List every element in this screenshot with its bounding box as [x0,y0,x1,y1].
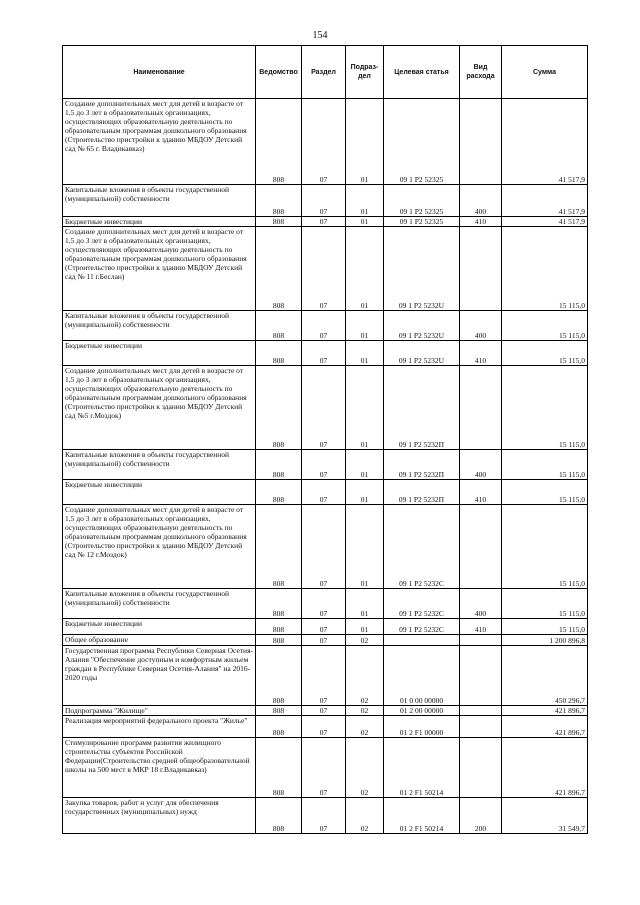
cell-expense-type [460,505,502,589]
cell-department: 808 [256,738,302,798]
cell-section: 07 [302,480,346,505]
cell-amount: 15 115,0 [502,311,588,341]
cell-name: Стимулирование программ развития жилищного строительства субъектов Российской Федерации(Строительство средней общеобразовательной школы на 500 мест в МКР 18 г.Владикавказ) [63,738,256,798]
cell-amount: 421 896,7 [502,738,588,798]
header-subsection: Подраз-дел [346,46,384,99]
cell-department: 808 [256,798,302,834]
cell-target: 09 1 P2 5232C [384,505,460,589]
cell-target: 01 2 F1 50214 [384,738,460,798]
cell-name: Создание дополнительных мест для детей в возрасте от 1,5 до 3 лет в образовательных организациях, осуществляющих образовательную деятельность по образовательным программам дошкольного образования (Строительство пристройки к зданию МБДОУ Детский сад № 12 г.Моздок) [63,505,256,589]
cell-department: 808 [256,589,302,619]
cell-name: Общее образование [63,635,256,646]
header-expense-type: Вид расхода [460,46,502,99]
cell-department: 808 [256,366,302,450]
cell-name: Подпрограмма "Жилище" [63,706,256,716]
cell-name: Реализация мероприятий федерального проекта "Жилье" [63,716,256,738]
cell-section: 07 [302,646,346,706]
cell-subsection: 01 [346,311,384,341]
cell-amount: 450 296,7 [502,646,588,706]
cell-name: Капитальные вложения в объекты государственной (муниципальной) собственности [63,311,256,341]
cell-subsection: 01 [346,341,384,366]
cell-target: 01 2 00 00000 [384,706,460,716]
cell-expense-type [460,646,502,706]
cell-expense-type: 400 [460,450,502,480]
cell-section: 07 [302,706,346,716]
table-row [63,505,588,589]
cell-department: 808 [256,619,302,635]
cell-amount: 421 896,7 [502,706,588,716]
cell-section: 07 [302,217,346,227]
cell-expense-type [460,716,502,738]
cell-name: Закупка товаров, работ и услуг для обеспечения государственных (муниципальных) нужд [63,798,256,834]
table-row [63,635,588,646]
cell-amount: 41 517,9 [502,217,588,227]
cell-subsection: 01 [346,619,384,635]
cell-expense-type: 200 [460,798,502,834]
cell-amount: 15 115,0 [502,505,588,589]
cell-amount: 15 115,0 [502,341,588,366]
cell-section: 07 [302,366,346,450]
cell-section: 07 [302,716,346,738]
cell-section: 07 [302,619,346,635]
cell-amount: 15 115,0 [502,450,588,480]
page-number: 154 [312,30,328,41]
cell-name: Государственная программа Республики Северная Осетия-Алания "Обеспечение доступным и комфортным жильем граждан в Республике Северная Осетия-Алания" на 2016-2020 годы [63,646,256,706]
cell-department: 808 [256,99,302,185]
table-row [63,185,588,217]
table-header-row [63,46,588,99]
cell-subsection: 02 [346,738,384,798]
cell-target: 01 2 F1 50214 [384,798,460,834]
cell-subsection: 02 [346,706,384,716]
cell-subsection: 01 [346,99,384,185]
cell-expense-type: 410 [460,619,502,635]
table-row [63,798,588,834]
cell-name: Бюджетные инвестиции [63,341,256,366]
cell-name: Создание дополнительных мест для детей в возрасте от 1,5 до 3 лет в образовательных организациях, осуществляющих образовательную деятельность по образовательным программам дошкольного образования (Строительство пристройки к зданию МБДОУ Детский сад № 11 г.Беслан) [63,227,256,311]
cell-section: 07 [302,227,346,311]
cell-expense-type [460,227,502,311]
cell-department: 808 [256,185,302,217]
cell-subsection: 02 [346,646,384,706]
cell-section: 07 [302,450,346,480]
cell-subsection: 01 [346,227,384,311]
header-section: Раздел [302,46,346,99]
cell-amount: 15 115,0 [502,227,588,311]
cell-expense-type: 410 [460,217,502,227]
cell-subsection: 02 [346,798,384,834]
cell-department: 808 [256,227,302,311]
cell-department: 808 [256,480,302,505]
table-row [63,99,588,185]
cell-subsection: 01 [346,589,384,619]
cell-target: 09 1 P2 5232U [384,311,460,341]
cell-section: 07 [302,738,346,798]
cell-name: Создание дополнительных мест для детей в возрасте от 1,5 до 3 лет в образовательных организациях, осуществляющих образовательную деятельность по образовательным программам дошкольного образования (Строительство пристройки к зданию МБДОУ Детский сад №5 г.Моздок) [63,366,256,450]
cell-amount: 1 200 896,8 [502,635,588,646]
cell-section: 07 [302,99,346,185]
cell-expense-type: 410 [460,341,502,366]
cell-name: Капитальные вложения в объекты государственной (муниципальной) собственности [63,185,256,217]
table-row [63,706,588,716]
cell-section: 07 [302,341,346,366]
table-row [63,480,588,505]
cell-amount: 15 115,0 [502,589,588,619]
cell-name: Капитальные вложения в объекты государственной (муниципальной) собственности [63,589,256,619]
cell-department: 808 [256,217,302,227]
cell-target: 09 1 P2 52325 [384,99,460,185]
cell-expense-type: 400 [460,589,502,619]
cell-subsection: 02 [346,635,384,646]
cell-target [384,635,460,646]
cell-amount: 41 517,9 [502,99,588,185]
cell-target: 09 1 P2 5232П [384,366,460,450]
table-row [63,341,588,366]
cell-expense-type [460,738,502,798]
cell-target: 09 1 P2 52325 [384,217,460,227]
cell-amount: 41 517,9 [502,185,588,217]
cell-expense-type [460,366,502,450]
cell-target: 09 1 P2 5232C [384,619,460,635]
cell-target: 09 1 P2 5232П [384,480,460,505]
cell-department: 808 [256,646,302,706]
cell-department: 808 [256,505,302,589]
cell-subsection: 01 [346,217,384,227]
cell-subsection: 01 [346,450,384,480]
header-name: Наименование [63,46,256,99]
cell-target: 09 1 P2 5232U [384,227,460,311]
table-row [63,589,588,619]
table-row [63,366,588,450]
cell-subsection: 01 [346,185,384,217]
cell-expense-type: 400 [460,185,502,217]
cell-section: 07 [302,185,346,217]
table-row [63,646,588,706]
cell-expense-type: 400 [460,311,502,341]
budget-table [62,45,588,834]
cell-name: Создание дополнительных мест для детей в возрасте от 1,5 до 3 лет в образовательных организациях, осуществляющих образовательную деятельность по образовательным программам дошкольного образования (Строительство пристройки к зданию МБДОУ Детский сад № 65 г. Владикавказ) [63,99,256,185]
cell-name: Капитальные вложения в объекты государственной (муниципальной) собственности [63,450,256,480]
cell-amount: 15 115,0 [502,619,588,635]
table-row [63,738,588,798]
cell-expense-type [460,635,502,646]
cell-expense-type [460,99,502,185]
cell-expense-type [460,706,502,716]
cell-department: 808 [256,341,302,366]
table-row [63,716,588,738]
cell-target: 09 1 P2 5232П [384,450,460,480]
cell-target: 09 1 P2 52325 [384,185,460,217]
cell-target: 09 1 P2 5232U [384,341,460,366]
cell-subsection: 01 [346,505,384,589]
cell-name: Бюджетные инвестиции [63,619,256,635]
header-target: Целевая статья [384,46,460,99]
table-body [63,99,588,834]
cell-target: 01 2 F1 00000 [384,716,460,738]
cell-name: Бюджетные инвестиции [63,217,256,227]
cell-section: 07 [302,798,346,834]
cell-subsection: 02 [346,716,384,738]
cell-section: 07 [302,311,346,341]
table-row [63,217,588,227]
cell-department: 808 [256,706,302,716]
cell-department: 808 [256,635,302,646]
table-row [63,450,588,480]
cell-department: 808 [256,450,302,480]
table-row [63,311,588,341]
cell-target: 01 0 00 00000 [384,646,460,706]
table-row [63,619,588,635]
header-department: Ведомство [256,46,302,99]
cell-department: 808 [256,311,302,341]
cell-expense-type: 410 [460,480,502,505]
table-row [63,227,588,311]
cell-section: 07 [302,505,346,589]
header-amount: Сумма [502,46,588,99]
cell-target: 09 1 P2 5232C [384,589,460,619]
cell-subsection: 01 [346,366,384,450]
cell-section: 07 [302,635,346,646]
cell-amount: 31 549,7 [502,798,588,834]
cell-name: Бюджетные инвестиции [63,480,256,505]
cell-section: 07 [302,589,346,619]
cell-amount: 15 115,0 [502,366,588,450]
cell-amount: 15 115,0 [502,480,588,505]
cell-amount: 421 896,7 [502,716,588,738]
cell-department: 808 [256,716,302,738]
cell-subsection: 01 [346,480,384,505]
